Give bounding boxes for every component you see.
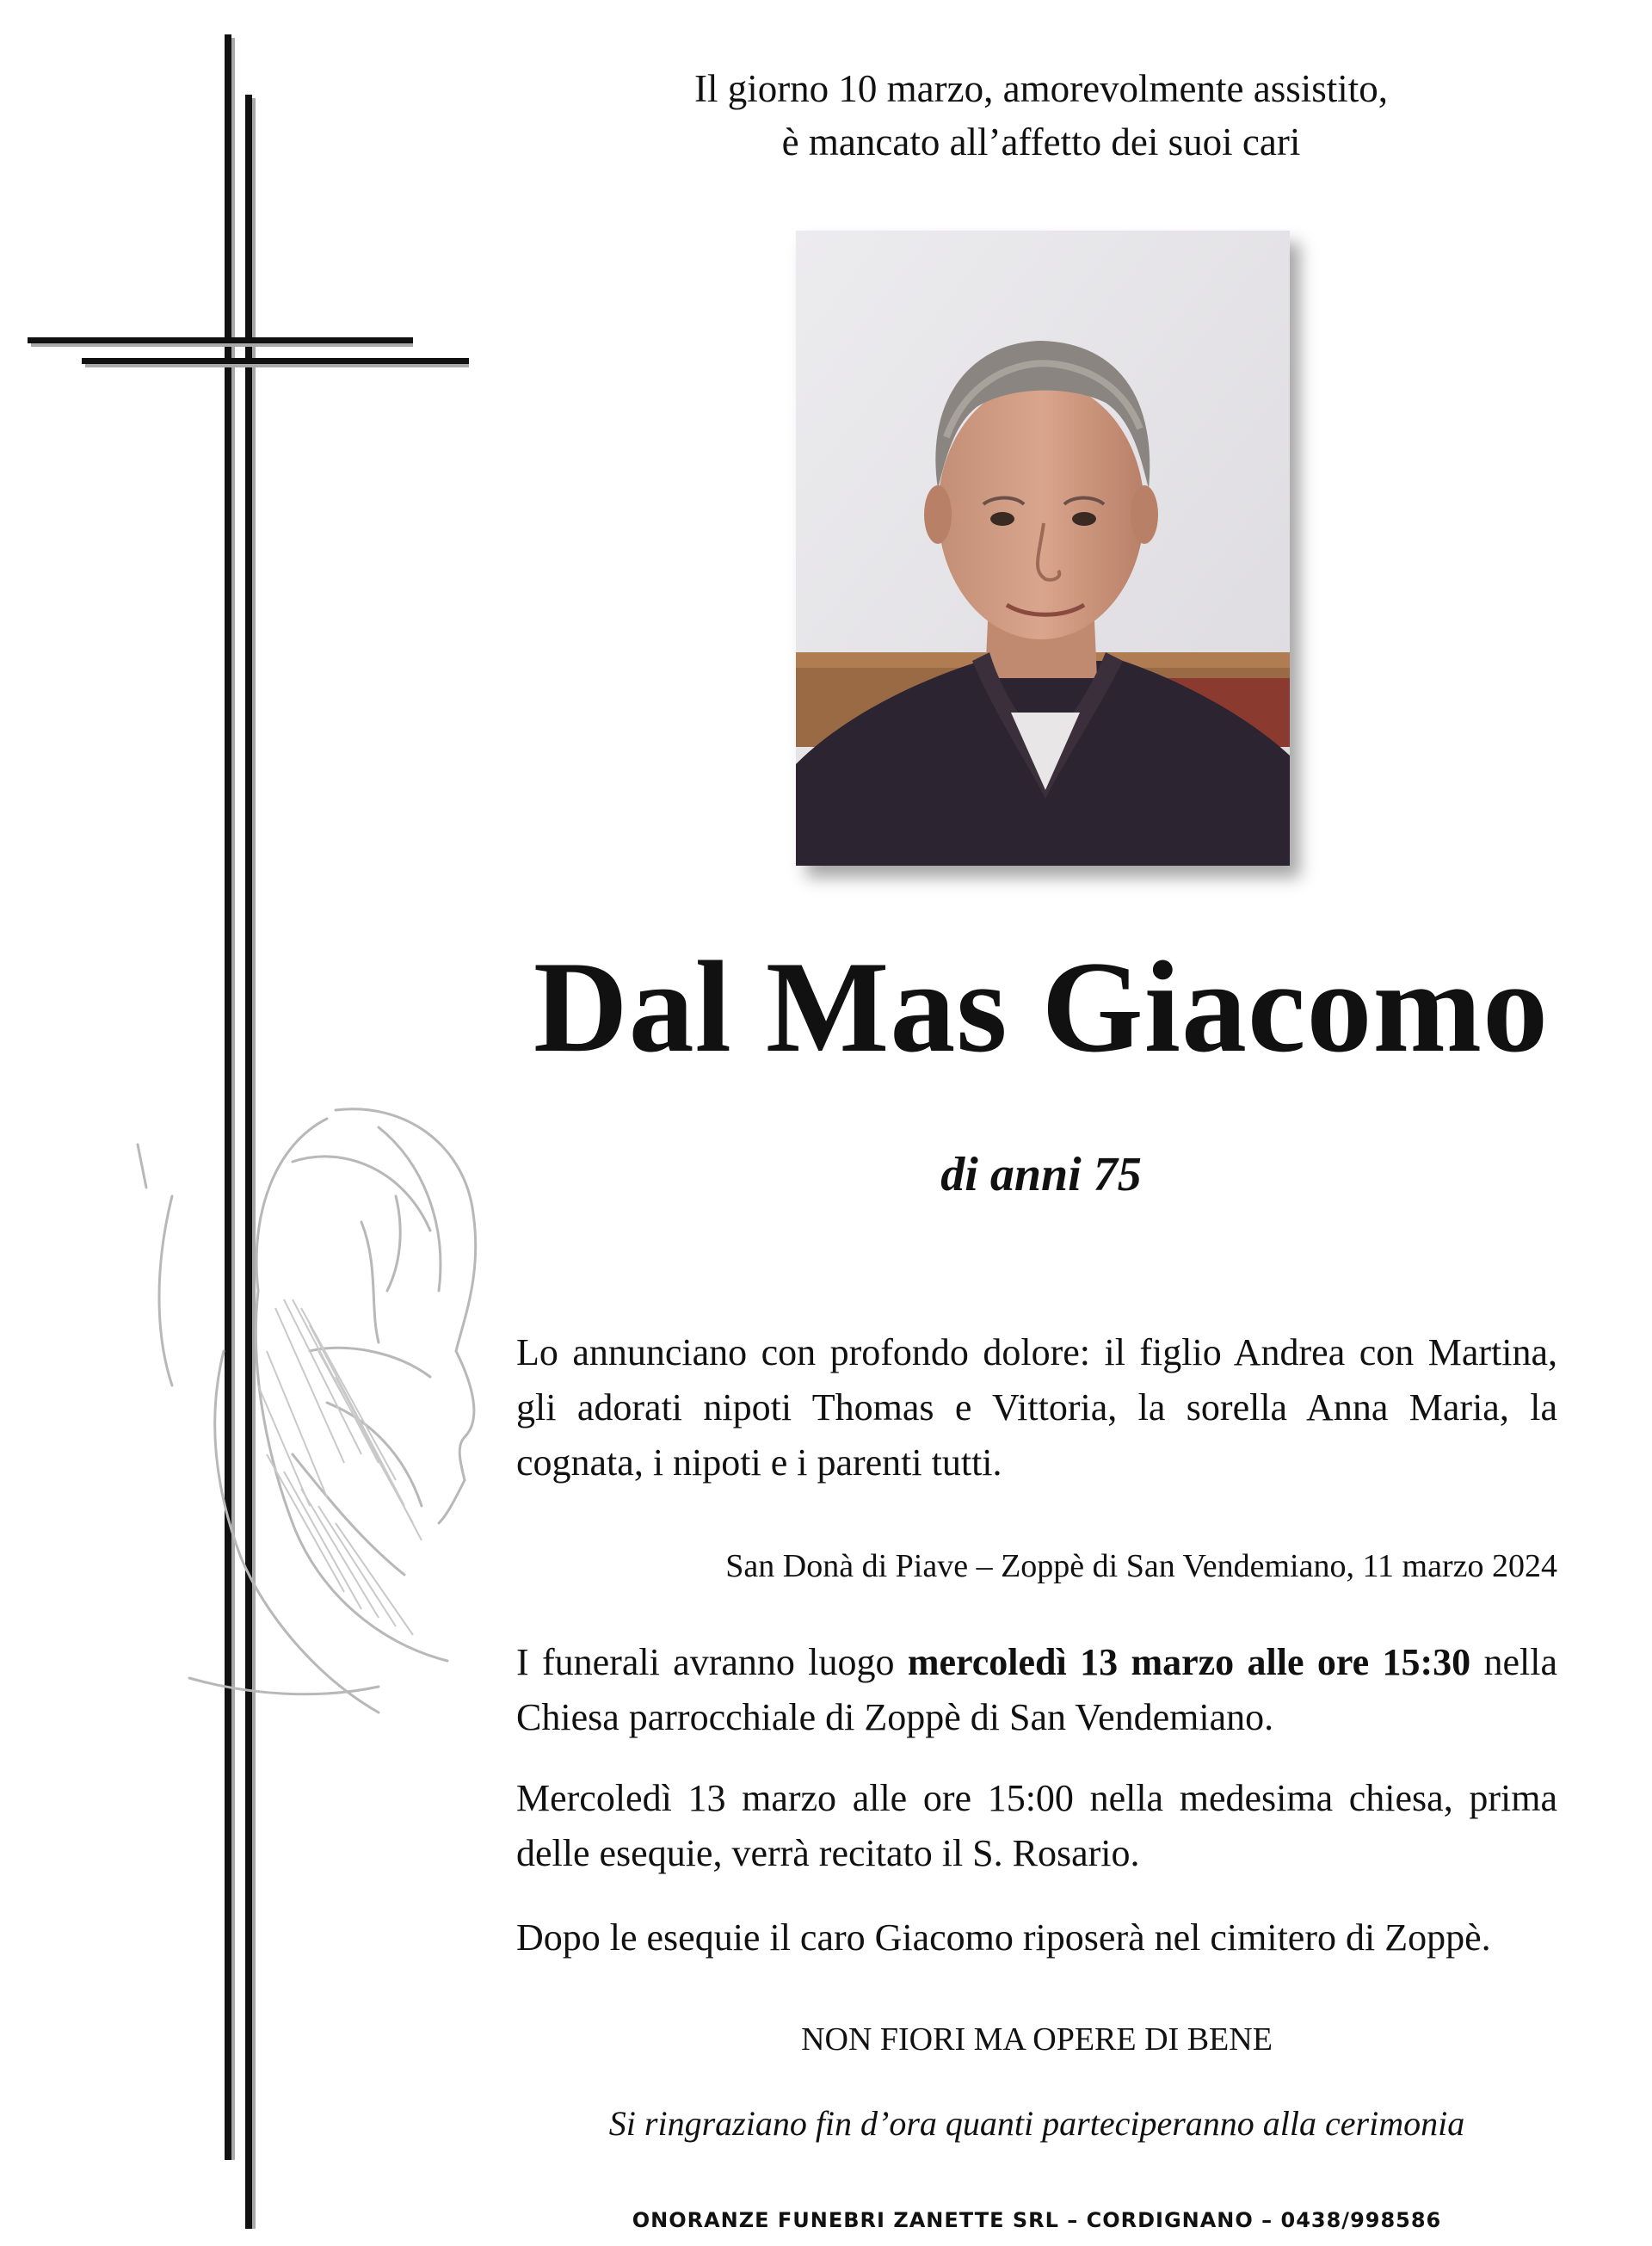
deceased-name: Dal Mas Giacomo xyxy=(533,935,1550,1079)
funeral-prefix: I funerali avranno luogo xyxy=(516,1641,908,1683)
intro-line-2: è mancato all’affetto dei suoi cari xyxy=(781,120,1301,164)
portrait-photo xyxy=(796,231,1290,866)
christ-face-sketch-icon xyxy=(120,1093,490,1730)
funeral-text xyxy=(516,1635,1557,1745)
funeral-datetime: mercoledì 13 marzo alle ore 15:30 xyxy=(907,1641,1471,1683)
funeral-suffix: nella Chiesa parrocchiale di Zoppè di San Vendemiano. xyxy=(516,1641,1558,1738)
intro-text xyxy=(551,62,1532,169)
rosary-text: Mercoledì 13 marzo alle ore 15:00 nella medesima chiesa, prima delle esequie, verrà recitato il S. Rosario. xyxy=(516,1777,1557,1874)
no-flowers-notice: NON FIORI MA OPERE DI BENE xyxy=(801,2021,1273,2058)
thanks-text: Si ringraziano fin d’ora quanti parteciperanno alla cerimonia xyxy=(608,2104,1465,2143)
place-date: San Donà di Piave – Zoppè di San Vendemiano, 11 marzo 2024 xyxy=(725,1548,1557,1584)
deceased-age: di anni 75 xyxy=(940,1148,1142,1201)
funeral-home-footer: ONORANZE FUNEBRI ZANETTE SRL – CORDIGNANO – 0438/998586 xyxy=(632,2208,1442,2232)
intro-line-1: Il giorno 10 marzo, amorevolmente assistito, xyxy=(693,67,1389,110)
burial-text: Dopo le esequie il caro Giacomo riposerà nel cimitero di Zoppè. xyxy=(516,1916,1491,1959)
announcement-text: Lo annunciano con profondo dolore: il figlio Andrea con Martina, gli adorati nipoti Thomas e Vittoria, la sorella Anna Maria, la cognata, i nipoti e i parenti tutti. xyxy=(516,1331,1557,1484)
